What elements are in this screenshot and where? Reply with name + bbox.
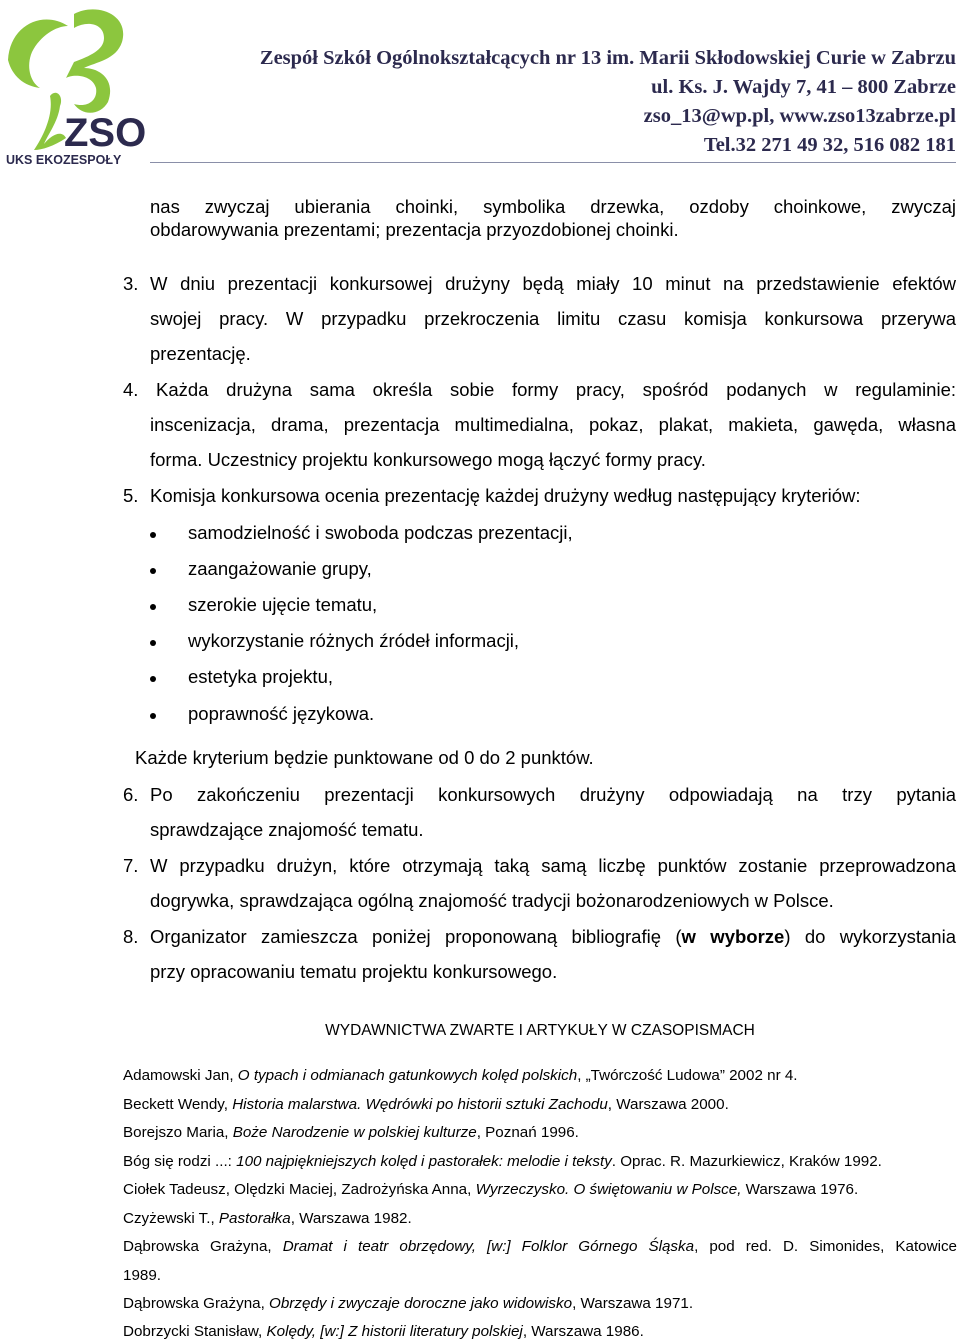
item-line: przy opracowaniu tematu projektu konkursowego. [150,961,558,982]
bullet-icon [150,676,156,682]
school-logo [4,4,152,166]
bullet-icon [150,568,156,574]
item-line: inscenizacja, drama, prezentacja multimedialna, pokaz, plakat, makieta, gawęda, własna [150,414,956,435]
intro-line: obdarowywania prezentami; prezentacja przyozdobionej choinki. [150,219,679,240]
emphasis-text: w wyborze [681,926,785,947]
item-number: 6. [123,784,139,805]
criteria-item: estetyka projektu, [188,666,333,687]
bibliography-entry: Czyżewski T., Pastorałka, Warszawa 1982. [123,1210,412,1227]
bibliography-entry: Dąbrowska Grażyna, Obrzędy i zwyczaje doroczne jako widowisko, Warszawa 1971. [123,1295,694,1312]
item-line: W przypadku drużyn, które otrzymają taką samą liczbę punktów zostanie przeprowadzona [150,855,956,876]
item-number: 8. [123,926,139,947]
item-number: 4. [123,379,139,400]
bibliography-entry: Adamowski Jan, O typach i odmianach gatunkowych kolęd polskich, „Twórczość Ludowa” 2002 nr 4. [123,1067,798,1084]
item-line: sprawdzające znajomość tematu. [150,819,424,840]
school-contact: zso_13@wp.pl, www.zso13zabrze.pl [643,105,956,127]
criteria-item: samodzielność i swoboda podczas prezentacji, [188,522,573,543]
svg-text:ZSO: ZSO [64,111,147,155]
criteria-item: szerokie ujęcie tematu, [188,594,378,615]
item-number: 5. [123,485,139,506]
bullet-icon [150,604,156,610]
item-number: 7. [123,855,139,876]
bullet-icon [150,713,156,719]
bibliography-entry: Dąbrowska Grażyna, Dramat i teatr obrzędowy, [w:] Folklor Górnego Śląska, pod red. D. Simonides, Katowice [123,1238,958,1255]
bibliography-entry: Borejszo Maria, Boże Narodzenie w polskiej kulturze, Poznań 1996. [123,1124,579,1141]
school-phone: Tel.32 271 49 32, 516 082 181 [703,134,956,156]
bibliography-entry: Beckett Wendy, Historia malarstwa. Wędrówki po historii sztuki Zachodu, Warszawa 2000. [123,1096,729,1113]
header-divider [150,162,956,163]
item-line: Komisja konkursowa ocenia prezentację każdej drużyny według następujący kryteriów: [150,485,861,506]
intro-line: nas zwyczaj ubierania choinki, symbolika drzewka, ozdoby choinkowe, zwyczaj [150,196,956,217]
criteria-item: zaangażowanie grupy, [188,558,372,579]
item-line: Organizator zamieszcza poniżej proponowaną bibliografię (w wyborze) do wykorzystania [150,926,956,947]
bullet-icon [150,532,156,538]
item-line: Każda drużyna sama określa sobie formy pracy, spośród podanych w regulaminie: [156,379,956,400]
item-line: prezentację. [150,343,251,364]
criteria-item: poprawność językowa. [188,703,375,724]
bibliography-entry: Dobrzycki Stanisław, Kolędy, [w:] Z historii literatury polskiej, Warszawa 1986. [123,1323,644,1340]
bullet-icon [150,640,156,646]
school-address: ul. Ks. J. Wajdy 7, 41 – 800 Zabrze [651,76,956,98]
section-title: WYDAWNICTWA ZWARTE I ARTYKUŁY W CZASOPISMACH [325,1022,755,1039]
zso-logo-icon [4,4,152,166]
item-line: W dniu prezentacji konkursowej drużyny będą miały 10 minut na przedstawienie efektów [150,273,956,294]
school-name: Zespół Szkół Ogólnokształcących nr 13 im. Marii Skłodowskiej Curie w Zabrzu [259,47,956,69]
item-line: swojej pracy. W przypadku przekroczenia limitu czasu komisja konkursowa przerywa [150,308,956,329]
criteria-item: wykorzystanie różnych źródeł informacji, [188,630,520,651]
bibliography-entry: Bóg się rodzi ...: 100 najpiękniejszych kolęd i pastorałek: melodie i teksty. Oprac. R. Mazurkiewicz, Kraków 1992. [123,1153,882,1170]
item-line: dogrywka, sprawdzająca ogólną znajomość tradycji bożonarodzeniowych w Polsce. [150,890,834,911]
scoring-note: Każde kryterium będzie punktowane od 0 do 2 punktów. [135,747,594,768]
bibliography-entry: Ciołek Tadeusz, Olędzki Maciej, Zadrożyńska Anna, Wyrzeczysko. O świętowaniu w Polsce, Warszawa 1976. [123,1181,859,1198]
item-line: forma. Uczestnicy projektu konkursowego mogą łączyć formy pracy. [150,449,706,470]
item-line: Po zakończeniu prezentacji konkursowych drużyny odpowiadają na trzy pytania [150,784,956,805]
bibliography-entry-continuation: 1989. [123,1267,162,1284]
svg-text:UKS EKOZESPOŁY: UKS EKOZESPOŁY [6,153,122,166]
item-number: 3. [123,273,139,294]
